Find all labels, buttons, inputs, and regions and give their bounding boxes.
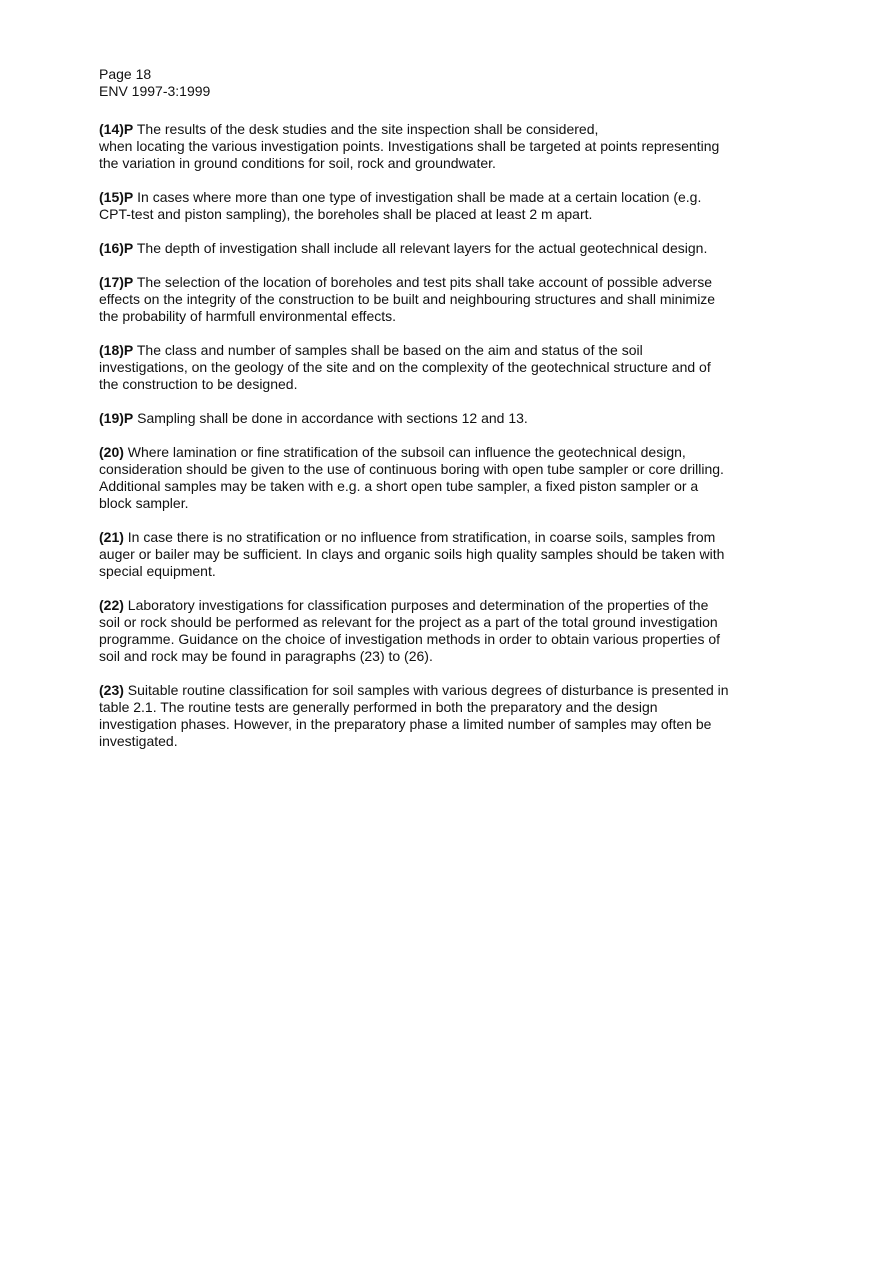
paragraph-line <box>99 682 784 699</box>
paragraph-text: The results of the desk studies and the site inspection shall be considered, <box>133 121 599 137</box>
document-code: ENV 1997-3:1999 <box>99 83 211 99</box>
paragraph-line <box>99 138 784 155</box>
paragraph-text: The class and number of samples shall be based on the aim and status of the soil <box>133 342 643 358</box>
paragraph-text: The depth of investigation shall include all relevant layers for the actual geotechnical design. <box>133 240 708 256</box>
paragraph-line <box>99 274 784 291</box>
paragraph-text: Laboratory investigations for classification purposes and determination of the properties of the <box>123 597 709 613</box>
paragraph-text: Sampling shall be done in accordance with sections 12 and 13. <box>133 410 528 426</box>
paragraph-line <box>99 546 784 563</box>
paragraph-text: the construction to be designed. <box>99 376 298 392</box>
paragraph-line <box>99 597 784 614</box>
paragraph-1 <box>99 121 784 172</box>
paragraph-text: soil or rock should be performed as relevant for the project as a part of the total ground investigation <box>99 614 718 630</box>
paragraph-text: soil and rock may be found in paragraphs (23) to (26). <box>99 648 433 664</box>
paragraph-text: auger or bailer may be sufficient. In clays and organic soils high quality samples should be taken with <box>99 546 725 562</box>
paragraph-line <box>99 155 784 172</box>
paragraph-line <box>99 716 784 733</box>
paragraph-2 <box>99 189 784 223</box>
paragraph-text: Additional samples may be taken with e.g. a short open tube sampler, a fixed piston sampler or a <box>99 478 699 494</box>
paragraph-7 <box>99 444 784 512</box>
paragraph-line <box>99 121 784 138</box>
paragraph-line <box>99 308 784 325</box>
paragraph-number: (23) <box>99 682 124 698</box>
paragraph-text: the probability of harmfull environmental effects. <box>99 308 397 324</box>
paragraph-number: (15)P <box>99 189 134 205</box>
paragraph-line <box>99 342 784 359</box>
paragraph-line <box>99 478 784 495</box>
paragraph-8 <box>99 529 784 580</box>
paragraph-text: investigated. <box>99 733 178 749</box>
paragraph-number: (22) <box>99 597 124 613</box>
paragraph-line <box>99 410 784 427</box>
paragraph-4 <box>99 274 784 325</box>
paragraph-text: table 2.1. The routine tests are generally performed in both the preparatory and the design <box>99 699 658 715</box>
document-body <box>99 121 784 767</box>
paragraph-line <box>99 733 784 750</box>
paragraph-text: consideration should be given to the use of continuous boring with open tube sampler or core drilling. <box>99 461 724 477</box>
paragraph-text: CPT-test and piston sampling), the boreholes shall be placed at least 2 m apart. <box>99 206 593 222</box>
paragraph-number: (19)P <box>99 410 134 426</box>
paragraph-line <box>99 529 784 546</box>
paragraph-text: Suitable routine classification for soil samples with various degrees of disturbance is presented in <box>123 682 729 698</box>
paragraph-number: (14)P <box>99 121 134 137</box>
paragraph-9 <box>99 597 784 665</box>
paragraph-line <box>99 461 784 478</box>
paragraph-text: block sampler. <box>99 495 189 511</box>
paragraph-line <box>99 291 784 308</box>
paragraph-number: (21) <box>99 529 124 545</box>
paragraph-number: (16)P <box>99 240 134 256</box>
paragraph-10 <box>99 682 784 750</box>
paragraph-number: (17)P <box>99 274 134 290</box>
paragraph-line <box>99 631 784 648</box>
paragraph-line <box>99 206 784 223</box>
paragraph-line <box>99 648 784 665</box>
paragraph-5 <box>99 342 784 393</box>
page-number: Page 18 <box>99 66 152 82</box>
paragraph-line <box>99 563 784 580</box>
paragraph-text: investigations, on the geology of the site and on the complexity of the geotechnical structure and of <box>99 359 711 375</box>
paragraph-text: when locating the various investigation points. Investigations shall be targeted at points representing <box>99 138 720 154</box>
paragraph-line <box>99 495 784 512</box>
paragraph-6 <box>99 410 784 427</box>
paragraph-3 <box>99 240 784 257</box>
paragraph-line <box>99 699 784 716</box>
paragraph-text: special equipment. <box>99 563 216 579</box>
paragraph-line <box>99 359 784 376</box>
paragraph-line <box>99 376 784 393</box>
paragraph-line <box>99 189 784 206</box>
paragraph-number: (20) <box>99 444 124 460</box>
paragraph-text: The selection of the location of boreholes and test pits shall take account of possible adverse <box>133 274 712 290</box>
paragraph-line <box>99 240 784 257</box>
paragraph-line <box>99 444 784 461</box>
paragraph-text: effects on the integrity of the construction to be built and neighbouring structures and shall minimize <box>99 291 716 307</box>
paragraph-text: investigation phases. However, in the preparatory phase a limited number of samples may often be <box>99 716 712 732</box>
paragraph-text: programme. Guidance on the choice of investigation methods in order to obtain various properties of <box>99 631 721 647</box>
page-header <box>99 66 210 100</box>
paragraph-text: In case there is no stratification or no influence from stratification, in coarse soils, samples from <box>123 529 716 545</box>
paragraph-text: In cases where more than one type of investigation shall be made at a certain location (e.g. <box>133 189 702 205</box>
paragraph-text: the variation in ground conditions for soil, rock and groundwater. <box>99 155 496 171</box>
paragraph-line <box>99 614 784 631</box>
paragraph-number: (18)P <box>99 342 134 358</box>
paragraph-text: Where lamination or fine stratification of the subsoil can influence the geotechnical design, <box>123 444 686 460</box>
